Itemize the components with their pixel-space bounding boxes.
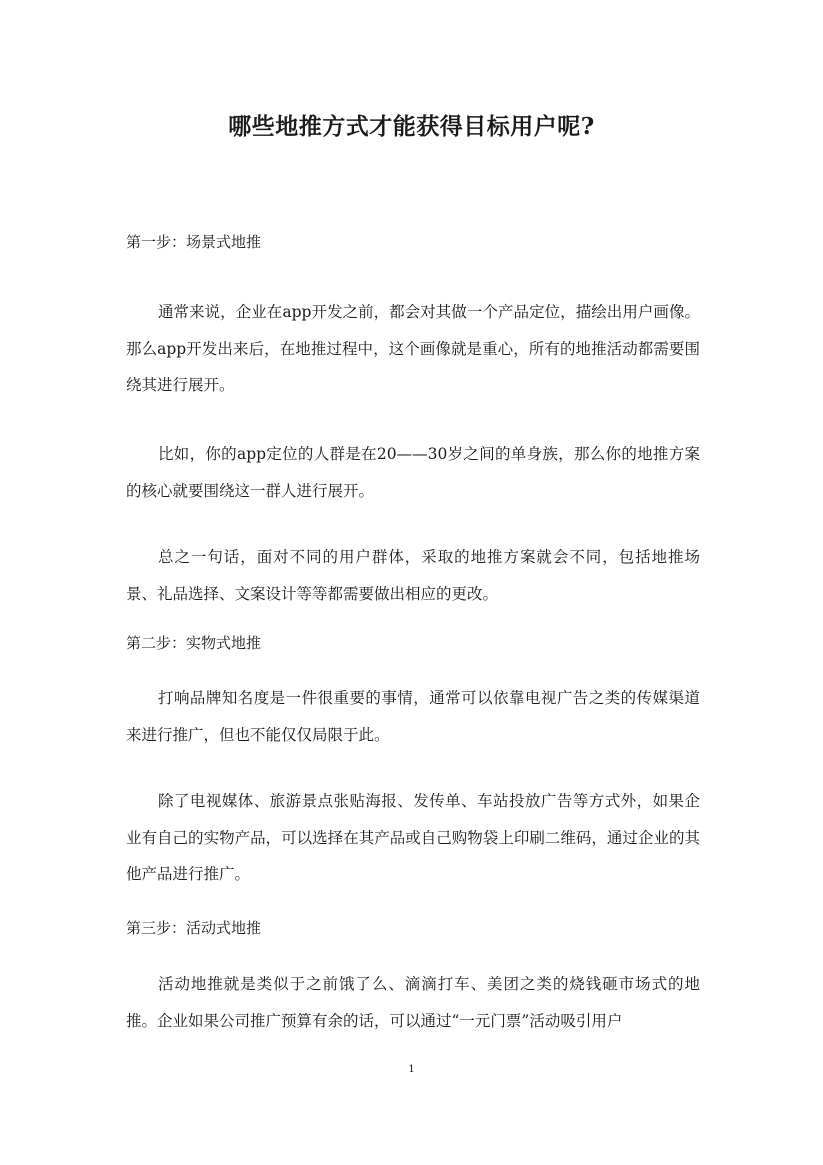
section-1-paragraph-1: 通常来说，企业在app开发之前，都会对其做一个产品定位，描绘出用户画像。那么app开发出来后，在地推过程中，这个画像就是重心，所有的地推活动都需要围绕其进行展开。 [126,303,700,394]
section-heading-3: 第三步：活动式地推 [126,919,262,937]
section-1-paragraph-3: 总之一句话，面对不同的用户群体，采取的地推方案就会不同，包括地推场景、礼品选择、文案设计等等都需要做出相应的更改。 [126,548,700,603]
section-heading-2: 第二步：实物式地推 [126,634,262,652]
page-number: 1 [408,1064,415,1075]
section-heading-1: 第一步：场景式地推 [126,233,262,251]
section-2-paragraph-1: 打响品牌知名度是一件很重要的事情，通常可以依靠电视广告之类的传媒渠道来进行推广，但也不能仅仅局限于此。 [126,689,700,744]
section-2-paragraph-2: 除了电视媒体、旅游景点张贴海报、发传单、车站投放广告等方式外，如果企业有自己的实物产品，可以选择在其产品或自己购物袋上印刷二维码，通过企业的其他产品进行推广。 [126,792,700,883]
section-3-paragraph-1: 活动地推就是类似于之前饿了么、滴滴打车、美团之类的烧钱砸市场式的地推。企业如果公司推广预算有余的话，可以通过“一元门票”活动吸引用户 [126,975,700,1030]
section-1-paragraph-2: 比如，你的app定位的人群是在20——30岁之间的单身族，那么你的地推方案的核心就要围绕这一群人进行展开。 [126,445,700,500]
document-title: 哪些地推方式才能获得目标用户呢? [228,113,595,140]
